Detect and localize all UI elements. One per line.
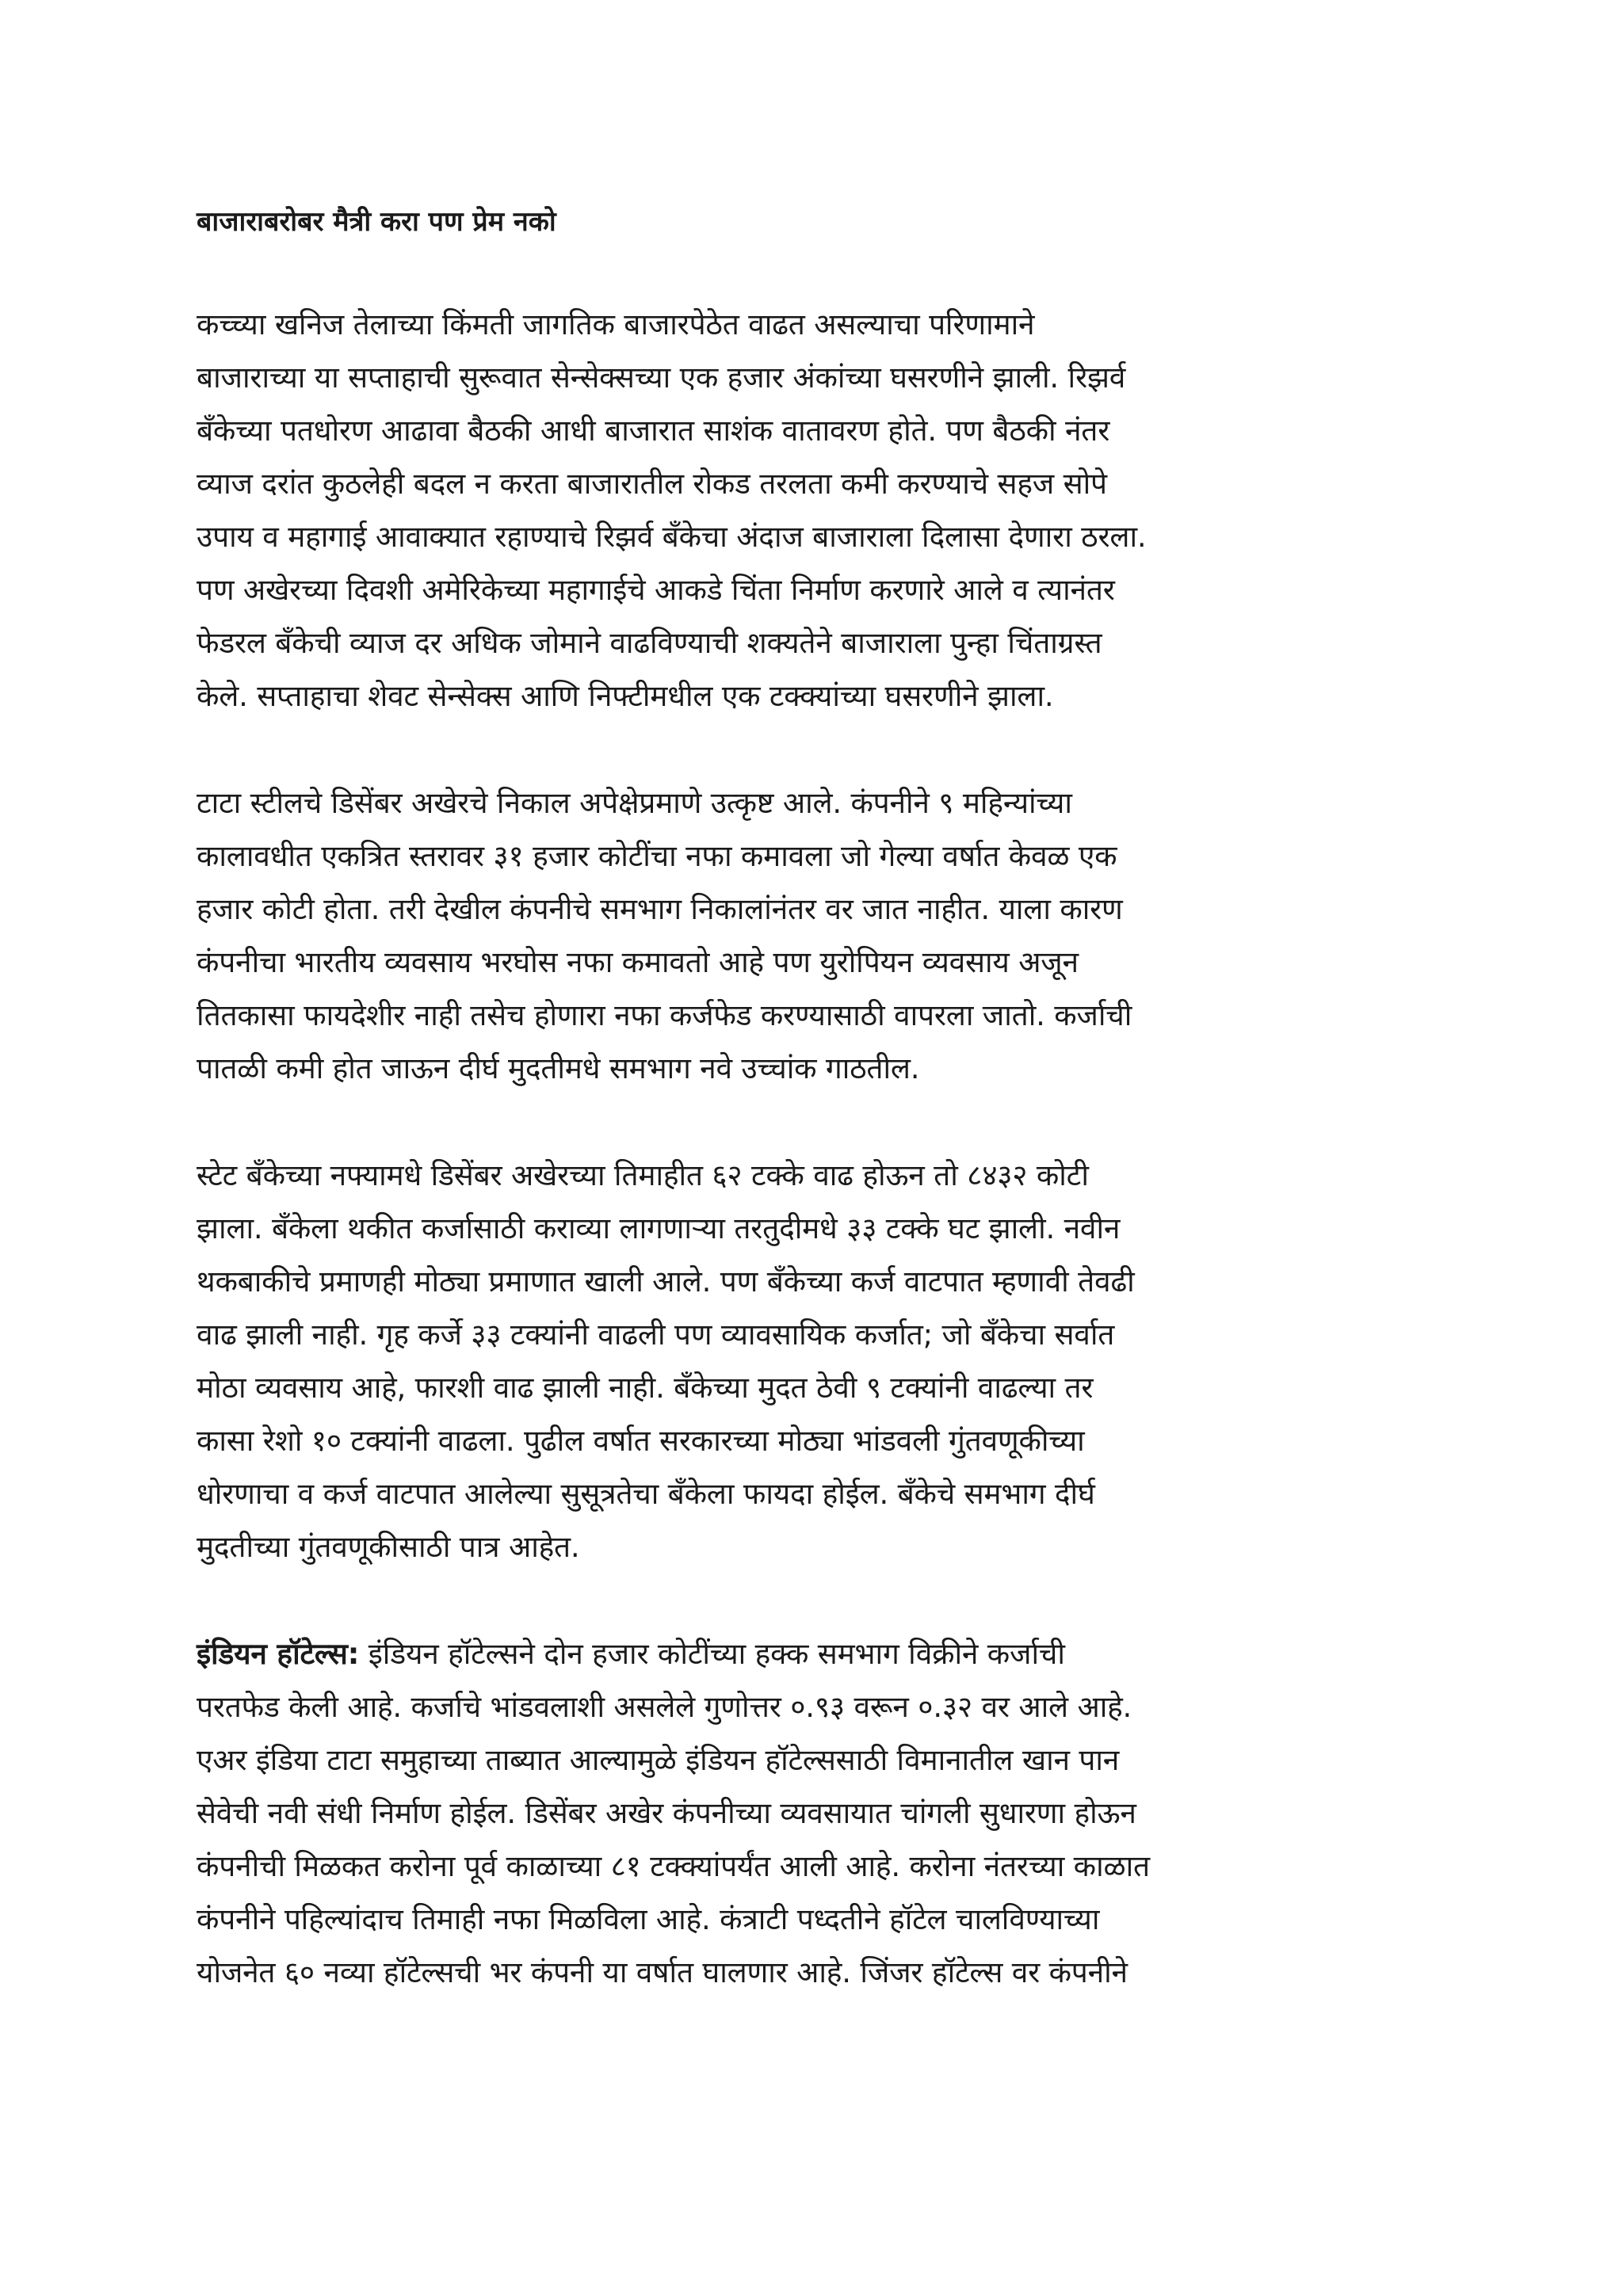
text-line: मोठा व्यवसाय आहे, फारशी वाढ झाली नाही. बँकेच्या मुदत ठेवी ९ टक्यांनी वाढल्या तर [197, 1371, 1094, 1405]
paragraph-market-overview [197, 298, 1433, 723]
text-line: कंपनीने पहिल्यांदाच तिमाही नफा मिळविला आहे. कंत्राटी पध्दतीने हॉटेल चालविण्याच्या [197, 1902, 1100, 1936]
text-line: व्याज दरांत कुठलेही बदल न करता बाजारातील रोकड तरलता कमी करण्याचे सहज सोपे [197, 467, 1107, 501]
text-line: धोरणाचा व कर्ज वाटपात आलेल्या सुसूत्रतेचा बँकेला फायदा होईल. बँकेचे समभाग दीर्घ [197, 1477, 1095, 1511]
text-line: कंपनीची मिळकत करोना पूर्व काळाच्या ८१ टक्क्यांपर्यंत आली आहे. करोना नंतरच्या काळात [197, 1849, 1150, 1883]
text-line: केले. सप्ताहाचा शेवट सेन्सेक्स आणि निफ्टीमधील एक टक्क्यांच्या घसरणीने झाला. [197, 679, 1054, 713]
text-line: थकबाकीचे प्रमाणही मोठ्या प्रमाणात खाली आले. पण बँकेच्या कर्ज वाटपात म्हणावी तेवढी [197, 1264, 1135, 1299]
paragraph-indian-hotels [197, 1627, 1433, 1999]
text-line: पातळी कमी होत जाऊन दीर्घ मुदतीमधे समभाग नवे उच्चांक गाठतील. [197, 1051, 920, 1085]
article-title: बाजाराबरोबर मैत्री करा पण प्रेम नको [197, 206, 556, 238]
text-line: झाला. बँकेला थकीत कर्जासाठी कराव्या लागणाऱ्या तरतुदीमधे ३३ टक्के घट झाली. नवीन [197, 1211, 1121, 1245]
text-line: बाजाराच्या या सप्ताहाची सुरूवात सेन्सेक्सच्या एक हजार अंकांच्या घसरणीने झाली. रिझर्व [197, 360, 1126, 395]
text-line: मुदतीच्या गुंतवणूकीसाठी पात्र आहेत. [197, 1530, 580, 1564]
text-line: पण अखेरच्या दिवशी अमेरिकेच्या महागाईचे आकडे चिंता निर्माण करणारे आले व त्यानंतर [197, 573, 1115, 607]
text-line: कालावधीत एकत्रित स्तरावर ३१ हजार कोटींचा नफा कमावला जो गेल्या वर्षात केवळ एक [197, 839, 1117, 873]
paragraph-tata-steel [197, 776, 1433, 1095]
section-lead: इंडियन हॉटेल्स: [197, 1637, 360, 1671]
text-line: टाटा स्टीलचे डिसेंबर अखेरचे निकाल अपेक्षेप्रमाणे उत्कृष्ट आले. कंपनीने ९ महिन्यांच्या [197, 786, 1072, 820]
text-line: वाढ झाली नाही. गृह कर्जे ३३ टक्यांनी वाढली पण व्यावसायिक कर्जात; जो बँकेचा सर्वात [197, 1318, 1115, 1352]
text-line: योजनेत ६० नव्या हॉटेल्सची भर कंपनी या वर्षात घालणार आहे. जिंजर हॉटेल्स वर कंपनीने [197, 1955, 1128, 1989]
text-line: उपाय व महागाई आवाक्यात रहाण्याचे रिझर्व बँकेचा अंदाज बाजाराला दिलासा देणारा ठरला. [197, 520, 1147, 554]
text-line: फेडरल बँकेची व्याज दर अधिक जोमाने वाढविण्याची शक्यतेने बाजाराला पुन्हा चिंताग्रस्त [197, 626, 1102, 660]
text-line: कंपनीचा भारतीय व्यवसाय भरघोस नफा कमावतो आहे पण युरोपियन व्यवसाय अजून [197, 945, 1079, 979]
text-line: तितकासा फायदेशीर नाही तसेच होणारा नफा कर्जफेड करण्यासाठी वापरला जातो. कर्जाची [197, 998, 1132, 1032]
text-line [197, 1627, 1433, 1680]
text-line: कासा रेशो १० टक्यांनी वाढला. पुढील वर्षात सरकारच्या मोठ्या भांडवली गुंतवणूकीच्या [197, 1424, 1085, 1458]
text-line: कच्च्या खनिज तेलाच्या किंमती जागतिक बाजारपेठेत वाढत असल्याचा परिणामाने [197, 307, 1035, 341]
text-line: परतफेड केली आहे. कर्जाचे भांडवलाशी असलेले गुणोत्तर ०.९३ वरून ०.३२ वर आले आहे. [197, 1690, 1132, 1724]
paragraph-state-bank [197, 1149, 1433, 1573]
text-line: हजार कोटी होता. तरी देखील कंपनीचे समभाग निकालांनंतर वर जात नाहीत. याला कारण [197, 892, 1123, 926]
text-line: एअर इंडिया टाटा समुहाच्या ताब्यात आल्यामुळे इंडियन हॉटेल्ससाठी विमानातील खान पान [197, 1743, 1120, 1777]
document-page [197, 198, 1433, 2053]
lead-line-rest: इंडियन हॉटेल्सने दोन हजार कोटींच्या हक्क समभाग विक्रीने कर्जाची [359, 1637, 1065, 1671]
text-line: सेवेची नवी संधी निर्माण होईल. डिसेंबर अखेर कंपनीच्या व्यवसायात चांगली सुधारणा होऊन [197, 1796, 1136, 1830]
text-line: बँकेच्या पतधोरण आढावा बैठकी आधी बाजारात साशंक वातावरण होते. पण बैठकी नंतर [197, 414, 1110, 448]
text-line: स्टेट बँकेच्या नफ्यामधे डिसेंबर अखेरच्या तिमाहीत ६२ टक्के वाढ होऊन तो ८४३२ कोटी [197, 1158, 1089, 1192]
